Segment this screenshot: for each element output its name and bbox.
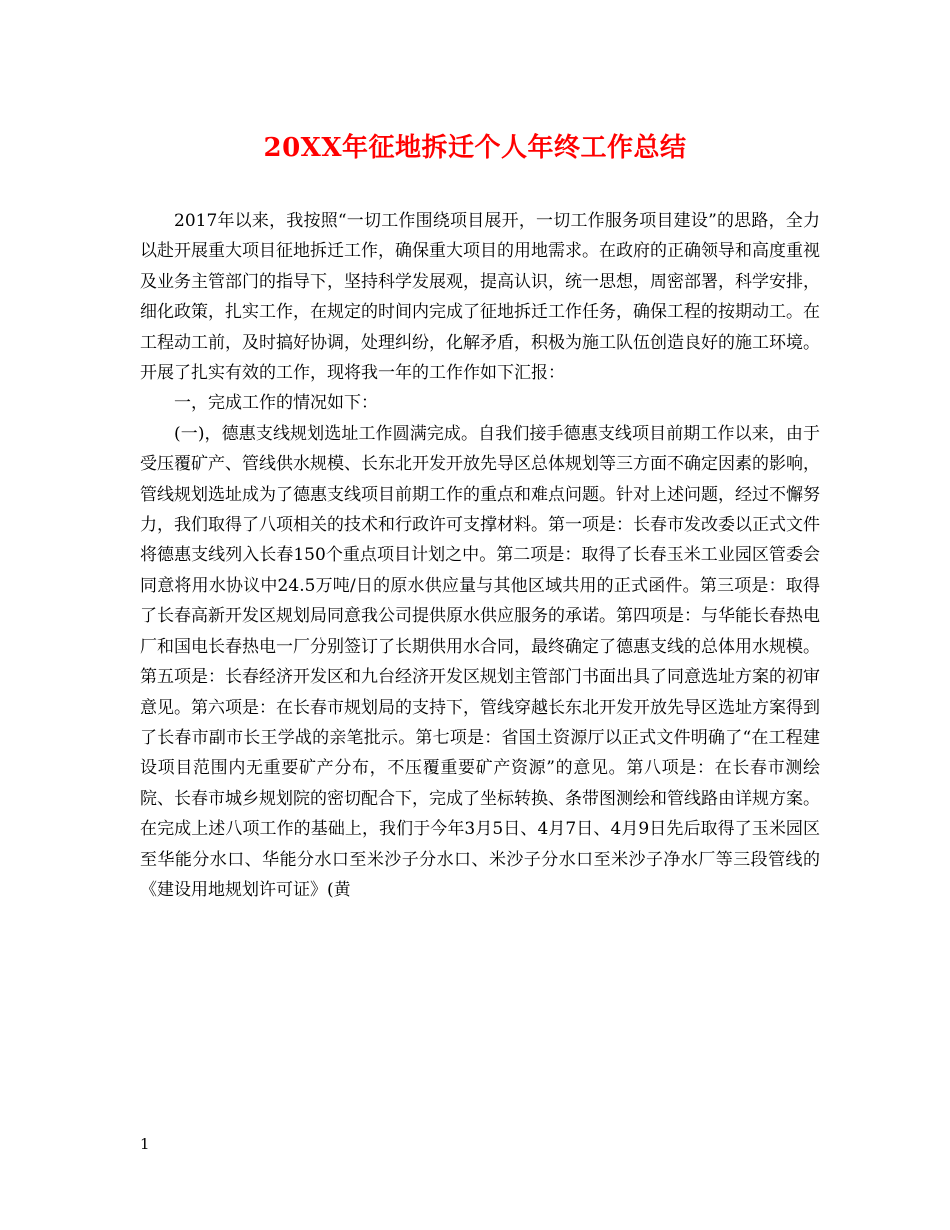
document-title: 20XX年征地拆迁个人年终工作总结 [263,133,687,163]
paragraph-dehui-branch: (一)，德惠支线规划选址工作圆满完成。自我们接手德惠支线项目前期工作以来，由于受压覆矿产、管线供水规模、长东北开发开放先导区总体规划等三方面不确定因素的影响，管线规划选址成为了德惠支线项目前期工作的重点和难点问题。针对上述问题，经过不懈努力，我们取得了八项相关的技术和行政许可支撑材料。第一项是：长春市发改委以正式文件将德惠支线列入长春150个重点项目计划之中。第二项是：取得了长春玉米工业园区管委会同意将用水协议中24.5万吨/日的原水供应量与其他区域共用的正式函件。第三项是：取得了长春高新开发区规划局同意我公司提供原水供应服务的承诺。第四项是：与华能长春热电厂和国电长春热电一厂分别签订了长期供用水合同，最终确定了德惠支线的总体用水规模。第五项是：长春经济开发区和九台经济开发区规划主管部门书面出具了同意选址方案的初审意见。第六项是：在长春市规划局的支持下，管线穿越长东北开发开放先导区选址方案得到了长春市副市长王学战的亲笔批示。第七项是：省国土资源厅以正式文件明确了“在工程建设项目范围内无重要矿产分布，不压覆重要矿产资源”的意见。第八项是：在长春市测绘院、长春市城乡规划院的密切配合下，完成了坐标转换、条带图测绘和管线路由详规方案。在完成上述八项工作的基础上，我们于今年3月5日、4月7日、4月9日先后取得了玉米园区至华能分水口、华能分水口至米沙子分水口、米沙子分水口至米沙子净水厂等三段管线的《建设用地规划许可证》(黄 [140,423,820,900]
document-body [140,206,820,905]
page-number: 1 [140,1135,150,1153]
paragraph-section-heading: 一，完成工作的情况如下： [174,393,378,414]
paragraph-intro: 2017年以来，我按照“一切工作围绕项目展开，一切工作服务项目建设”的思路，全力以赴开展重大项目征地拆迁工作，确保重大项目的用地需求。在政府的正确领导和高度重视及业务主管部门的指导下，坚持科学发展观，提高认识，统一思想，周密部署，科学安排，细化政策，扎实工作，在规定的时间内完成了征地拆迁工作任务，确保工程的按期动工。在工程动工前，及时搞好协调，处理纠纷，化解矛盾，积极为施工队伍创造良好的施工环境。开展了扎实有效的工作，现将我一年的工作作如下汇报： [140,211,820,384]
